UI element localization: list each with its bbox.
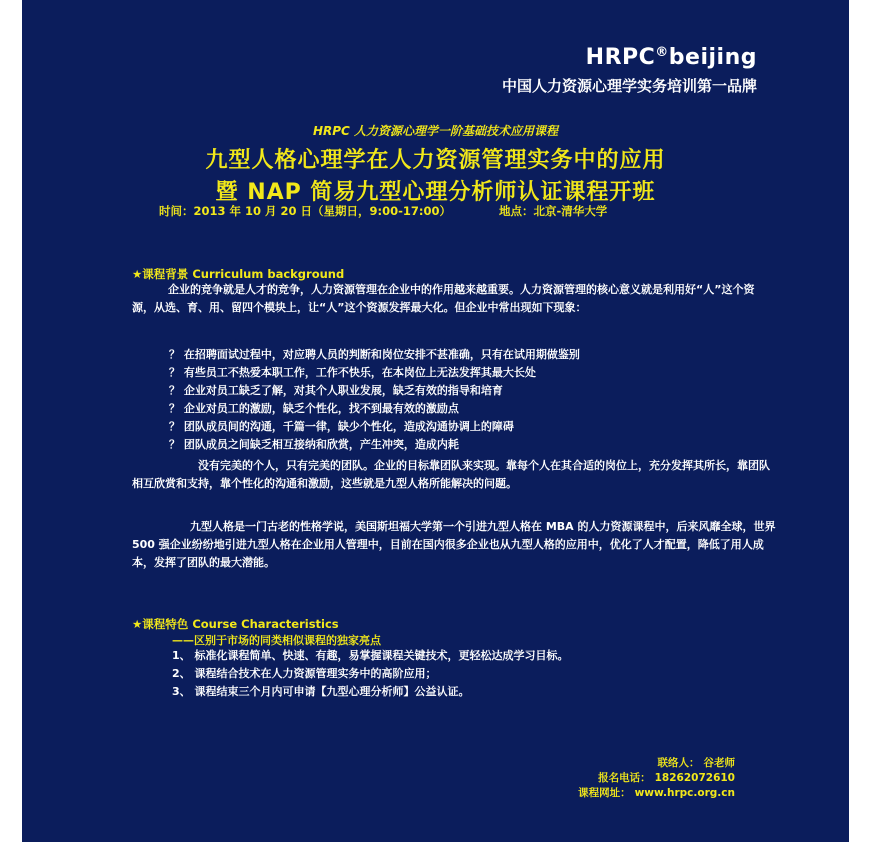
course-title-line2: 暨 NAP 简易九型心理分析师认证课程开班 [215,180,656,205]
characteristic-item: 2、 课程结合技术在人力资源管理实务中的高阶应用； [172,667,437,680]
characteristic-item: 3、 课程结束三个月内可申请【九型心理分析师】公益认证。 [172,685,470,698]
course-title-line1: 九型人格心理学在人力资源管理实务中的应用 [205,148,666,173]
contact-phone: 18262072610 [654,772,735,784]
enneagram-paragraph: 九型人格是一门古老的性格学说，美国斯坦福大学第一个引进九型人格在 MBA 的人力资源课程中，后来风靡全球，世界 500 强企业纷纷地引进九型人格在企业用人管理中，目前在国内很多企业也从九型人格的应用中，优化了人才配置，降低了用人成本，发挥了团队的最大潜能。 [132,520,776,569]
characteristics-heading: ★课程特色 Course Characteristics [132,617,339,631]
contact-person-row [578,756,735,771]
issue-item: ？ 有些员工不热爱本职工作，工作不快乐，在本岗位上无法发挥其最大长处 [169,366,536,379]
characteristics-subheading: ——区别于市场的同类相似课程的独家亮点 [172,634,381,647]
contact-site-link[interactable]: www.hrpc.org.cn [634,787,735,799]
issue-item: ？ 团队成员之间缺乏相互接纳和欣赏，产生冲突，造成内耗 [169,438,459,451]
course-location: 地点：北京-清华大学 [499,204,608,218]
schedule-line [159,203,607,219]
flyer-page [22,0,849,842]
course-subtitle: HRPC 人力资源心理学一阶基础技术应用课程 [312,124,559,138]
background-heading: ★课程背景 Curriculum background [132,267,345,281]
brand-block [502,40,757,95]
contact-person: 谷老师 [703,757,735,769]
brand-slogan: 中国人力资源心理学实务培训第一品牌 [501,77,757,95]
contact-phone-row [578,771,735,786]
contact-block [578,756,735,801]
contact-site-row [578,786,735,801]
brand-logo-text: HRPC [585,45,656,70]
issue-item: ？ 在招聘面试过程中，对应聘人员的判断和岗位安排不甚准确，只有在试用期做鉴别 [169,348,580,361]
background-intro: 企业的竞争就是人才的竞争，人力资源管理在企业中的作用越来越重要。人力资源管理的核心意义就是利用好“人”这个资源，从选、育、用、留四个模块上，让“人”这个资源发挥最大化。但企业中常出现如下现象： [132,283,755,314]
course-time: 时间：2013 年 10 月 20 日（星期日，9:00-17:00） [159,204,452,218]
issue-item: ？ 团队成员间的沟通，千篇一律，缺少个性化，造成沟通协调上的障碍 [169,420,514,433]
contact-site-label: 课程网址： [578,787,631,799]
contact-person-label: 联络人： [657,757,700,769]
issue-list [169,346,809,454]
contact-phone-label: 报名电话： [598,772,651,784]
characteristics-list [172,647,568,701]
issue-item: ？ 企业对员工缺乏了解，对其个人职业发展，缺乏有效的指导和培育 [169,384,503,397]
registered-mark: ® [655,45,669,60]
team-paragraph: 没有完美的个人，只有完美的团队。企业的目标靠团队来实现。靠每个人在其合适的岗位上，充分发挥其所长，靠团队相互欣赏和支持，靠个性化的沟通和激励，这些就是九型人格所能解决的问题。 [132,459,770,490]
brand-logo-city: beijing [668,45,757,70]
brand-logo [502,40,757,71]
issue-item: ？ 企业对员工的激励，缺乏个性化，找不到最有效的激励点 [169,402,459,415]
characteristic-item: 1、 标准化课程简单、快速、有趣，易掌握课程关键技术，更轻松达成学习目标。 [172,649,569,662]
